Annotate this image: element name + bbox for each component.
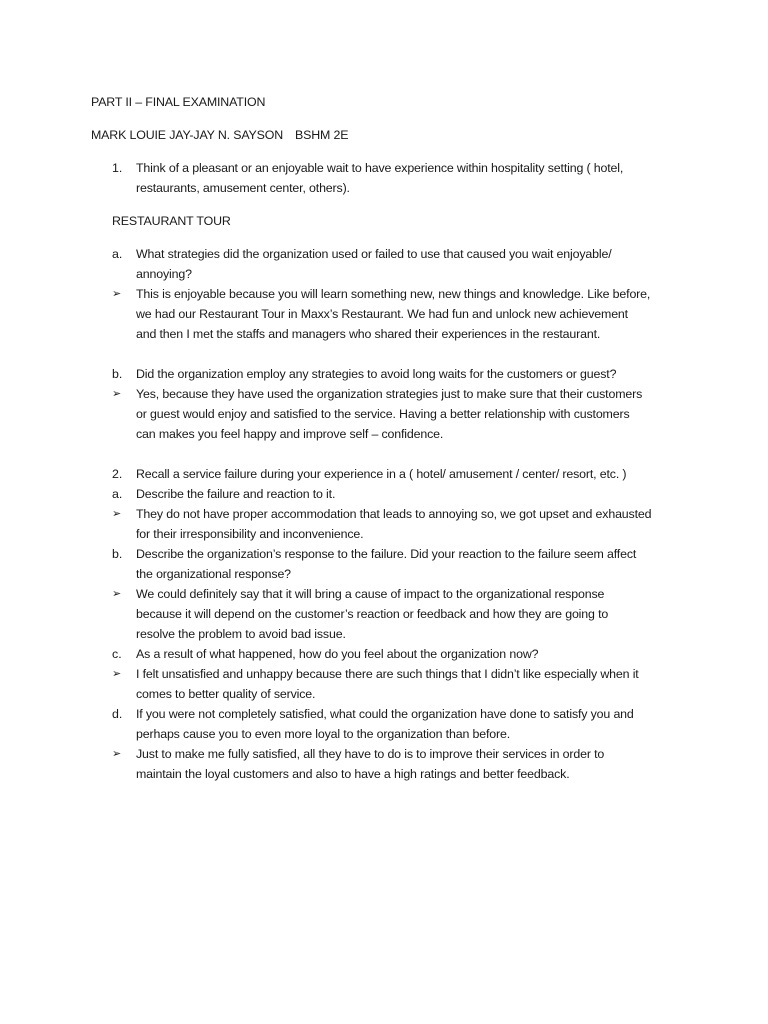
q2b-answer-line-3: resolve the problem to avoid bad issue. bbox=[136, 627, 346, 641]
student-name: MARK LOUIE JAY-JAY N. SAYSON bbox=[91, 128, 284, 142]
arrowhead-bullet-icon: ➢ bbox=[112, 588, 122, 600]
q1-line-2: restaurants, amusement center, others). bbox=[136, 181, 350, 195]
q2b-answer-line-2: because it will depend on the customer’s reaction or feedback and how they are going to bbox=[136, 607, 609, 621]
arrowhead-bullet-icon: ➢ bbox=[112, 508, 122, 520]
q1a-question-line-2: annoying? bbox=[136, 267, 192, 281]
q2c-answer-line-1: I felt unsatisfied and unhappy because there are such things that I didn’t like especially when it bbox=[136, 667, 639, 681]
q2b-question-line-2: the organizational response? bbox=[136, 567, 291, 581]
q2a-marker: a. bbox=[112, 487, 123, 501]
q2d-answer-line-2: maintain the loyal customers and also to have a high ratings and better feedback. bbox=[136, 767, 570, 781]
arrowhead-bullet-icon: ➢ bbox=[112, 288, 122, 300]
q2-number: 2. bbox=[112, 467, 123, 481]
q1a-question-line-1: What strategies did the organization used or failed to use that caused you wait enjoyable/ bbox=[136, 247, 612, 261]
q1a-answer-line-1: This is enjoyable because you will learn something new, new things and knowledge. Like before, bbox=[136, 287, 651, 301]
q2b-answer-line-1: We could definitely say that it will bring a cause of impact to the organizational response bbox=[136, 587, 605, 601]
q1b-marker: b. bbox=[112, 367, 123, 381]
arrowhead-bullet-icon: ➢ bbox=[112, 748, 122, 760]
q1a-marker: a. bbox=[112, 247, 123, 261]
course-section: BSHM 2E bbox=[295, 128, 349, 142]
q2b-marker: b. bbox=[112, 547, 123, 561]
q2d-question-line-2: perhaps cause you to even more loyal to the organization than before. bbox=[136, 727, 511, 741]
q1-number: 1. bbox=[112, 161, 123, 175]
q2a-answer-line-2: for their irresponsibility and inconvenience. bbox=[136, 527, 364, 541]
q2c-answer-line-2: comes to better quality of service. bbox=[136, 687, 316, 701]
q2a-answer-line-1: They do not have proper accommodation that leads to annoying so, we got upset and exhausted bbox=[136, 507, 652, 521]
q2a-question-line-1: Describe the failure and reaction to it. bbox=[136, 487, 336, 501]
q2c-marker: c. bbox=[112, 647, 122, 661]
q1b-answer-line-3: can makes you feel happy and improve self – confidence. bbox=[136, 427, 444, 441]
q1a-answer-line-2: we had our Restaurant Tour in Maxx’s Restaurant. We had fun and unlock new achievement bbox=[136, 307, 628, 321]
q2b-question-line-1: Describe the organization’s response to the failure. Did your reaction to the failure seem affect bbox=[136, 547, 637, 561]
q1-topic: RESTAURANT TOUR bbox=[112, 214, 231, 228]
q2d-question-line-1: If you were not completely satisfied, what could the organization have done to satisfy you and bbox=[136, 707, 634, 721]
arrowhead-bullet-icon: ➢ bbox=[112, 388, 122, 400]
q2c-question-line-1: As a result of what happened, how do you feel about the organization now? bbox=[136, 647, 539, 661]
exam-title: PART II – FINAL EXAMINATION bbox=[91, 95, 266, 109]
q1b-answer-line-1: Yes, because they have used the organization strategies just to make sure that their customers bbox=[136, 387, 643, 401]
q1b-answer-line-2: or guest would enjoy and satisfied to the service. Having a better relationship with customers bbox=[136, 407, 630, 421]
q2d-answer-line-1: Just to make me fully satisfied, all they have to do is to improve their services in order to bbox=[136, 747, 605, 761]
q2-question: Recall a service failure during your experience in a ( hotel/ amusement / center/ resort, etc. ) bbox=[136, 467, 627, 481]
arrowhead-bullet-icon: ➢ bbox=[112, 668, 122, 680]
q1a-answer-line-3: and then I met the staffs and managers who shared their experiences in the restaurant. bbox=[136, 327, 601, 341]
q1b-question-line-1: Did the organization employ any strategies to avoid long waits for the customers or guest? bbox=[136, 367, 617, 381]
q2d-marker: d. bbox=[112, 707, 123, 721]
q1-line-1: Think of a pleasant or an enjoyable wait to have experience within hospitality setting ( hotel, bbox=[136, 161, 624, 175]
